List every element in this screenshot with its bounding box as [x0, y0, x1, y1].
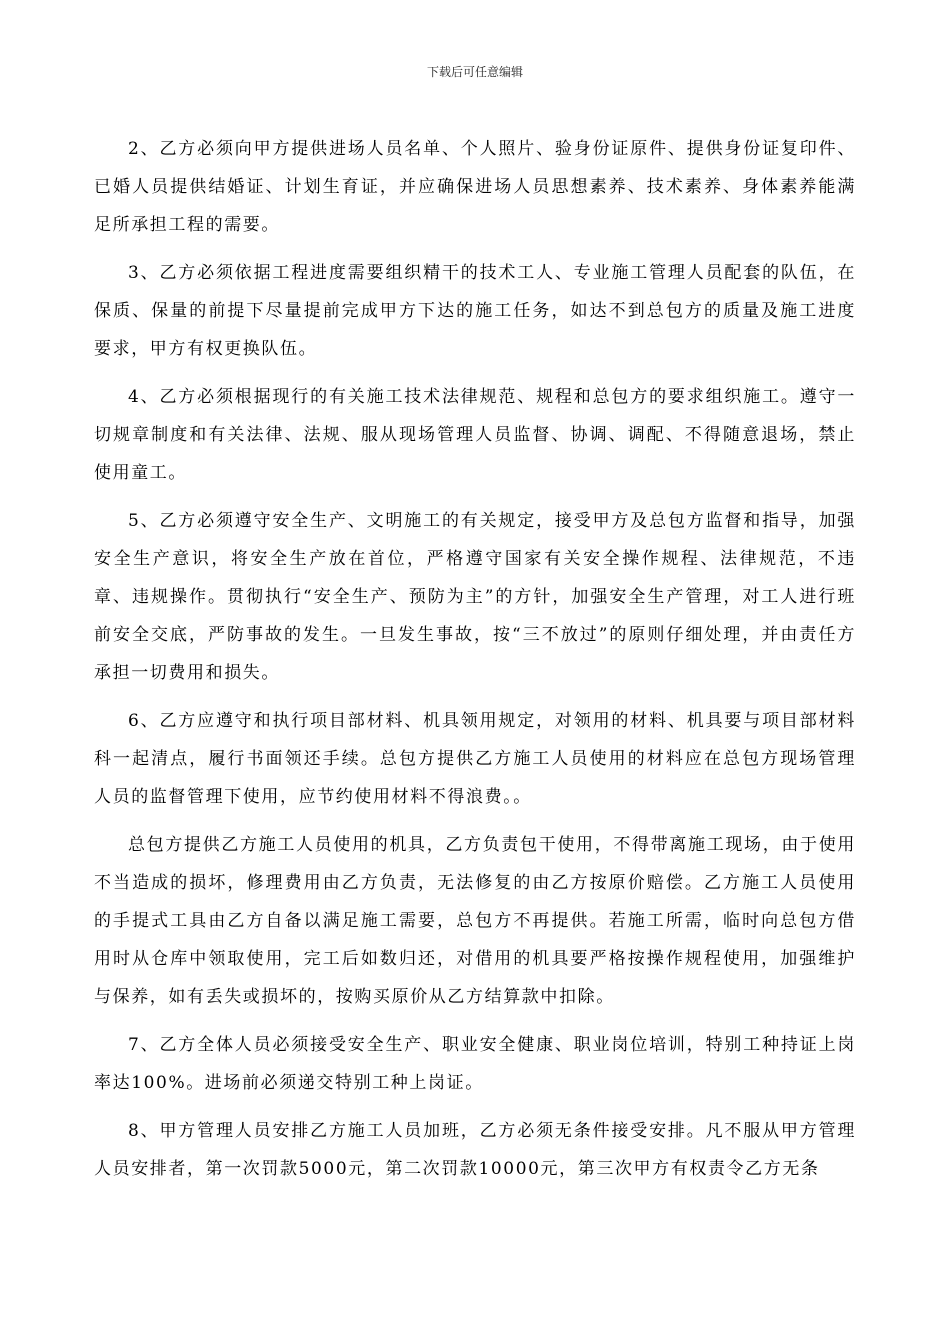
clause-8-paragraph: 8、甲方管理人员安排乙方施工人员加班，乙方必须无条件接受安排。凡不服从甲方管理人员安排者，第一次罚款5000元，第二次罚款10000元，第三次甲方有权责令乙方无条 [94, 1121, 856, 1179]
clause-4-paragraph: 4、乙方必须根据现行的有关施工技术法律规范、规程和总包方的要求组织施工。遵守一切规章制度和有关法律、法规、服从现场管理人员监督、协调、调配、不得随意退场，禁止使用童工。 [94, 387, 856, 483]
clause-6-continuation-paragraph: 总包方提供乙方施工人员使用的机具，乙方负责包干使用，不得带离施工现场，由于使用不当造成的损坏，修理费用由乙方负责，无法修复的由乙方按原价赔偿。乙方施工人员使用的手提式工具由乙方自备以满足施工需要，总包方不再提供。若施工所需，临时向总包方借用时从仓库中领取使用，完工后如数归还，对借用的机具要严格按操作规程使用，加强维护与保养，如有丢失或损坏的，按购买原价从乙方结算款中扣除。 [94, 835, 856, 1007]
clause-3-paragraph: 3、乙方必须依据工程进度需要组织精干的技术工人、专业施工管理人员配套的队伍，在保质、保量的前提下尽量提前完成甲方下达的施工任务，如达不到总包方的质量及施工进度要求，甲方有权更换队伍。 [94, 263, 856, 359]
page-header: 下载后可任意编辑 [426, 65, 523, 79]
clause-6-paragraph: 6、乙方应遵守和执行项目部材料、机具领用规定，对领用的材料、机具要与项目部材料科一起清点，履行书面领还手续。总包方提供乙方施工人员使用的材料应在总包方现场管理人员的监督管理下使用，应节约使用材料不得浪费。。 [94, 711, 856, 807]
clause-2-paragraph: 2、乙方必须向甲方提供进场人员名单、个人照片、验身份证原件、提供身份证复印件、已婚人员提供结婚证、计划生育证，并应确保进场人员思想素养、技术素养、身体素养能满足所承担工程的需要。 [94, 139, 856, 235]
document-body [94, 130, 856, 1198]
clause-7-paragraph: 7、乙方全体人员必须接受安全生产、职业安全健康、职业岗位培训，特别工种持证上岗率达100%。进场前必须递交特别工种上岗证。 [94, 1035, 856, 1093]
clause-5-paragraph: 5、乙方必须遵守安全生产、文明施工的有关规定，接受甲方及总包方监督和指导，加强安全生产意识，将安全生产放在首位，严格遵守国家有关安全操作规程、法律规范，不违章、违规操作。贯彻执行“安全生产、预防为主”的方针，加强安全生产管理，对工人进行班前安全交底，严防事故的发生。一旦发生事故，按“三不放过”的原则仔细处理，并由责任方承担一切费用和损失。 [94, 511, 856, 683]
